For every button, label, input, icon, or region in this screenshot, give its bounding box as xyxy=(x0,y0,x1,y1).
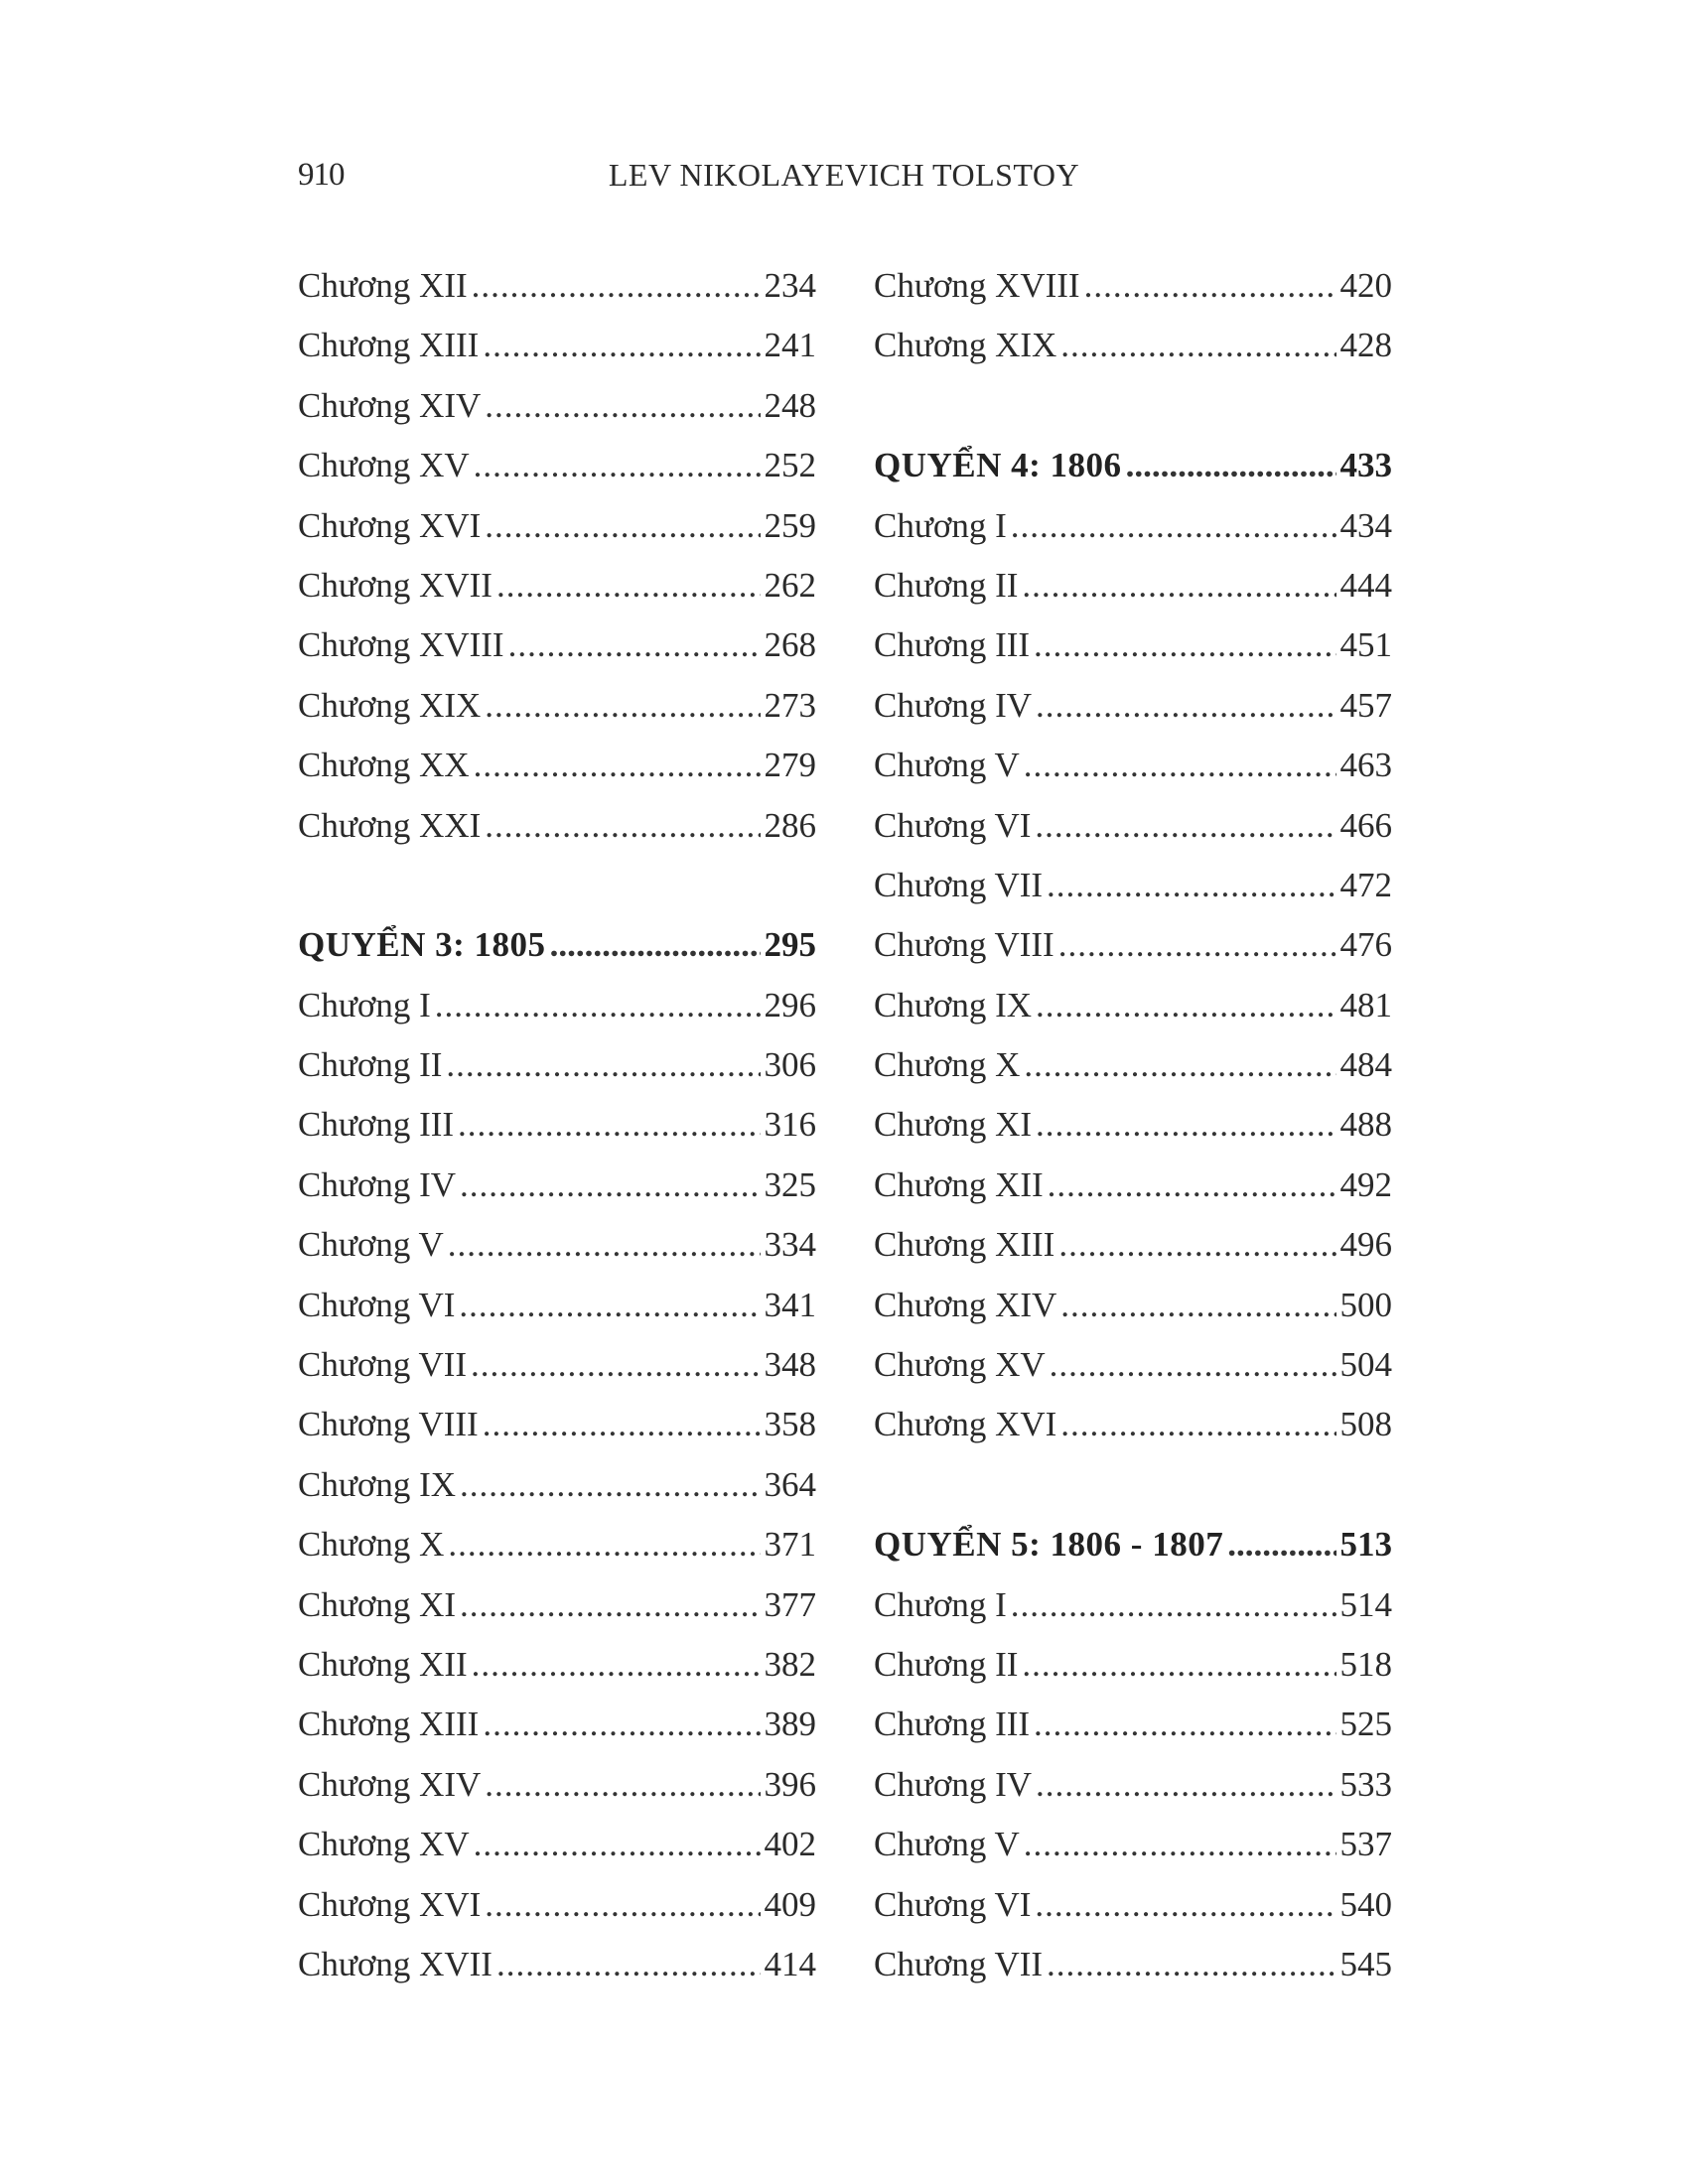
toc-part-heading[interactable] xyxy=(298,915,816,975)
toc-entry-label: Chương IV xyxy=(874,1764,1033,1804)
dot-leader xyxy=(460,1455,760,1515)
toc-entry-label: Chương XX xyxy=(298,746,470,785)
dot-leader xyxy=(1227,1515,1336,1574)
toc-entry-label: Chương XVI xyxy=(298,1884,482,1924)
toc-entry-page-number: 389 xyxy=(764,1705,816,1744)
toc-entry-page-number: 457 xyxy=(1339,685,1392,725)
toc-entry-page-number: 513 xyxy=(1339,1525,1392,1565)
toc-entry-page-number: 466 xyxy=(1339,805,1392,845)
toc-chapter-entry[interactable] xyxy=(874,556,1392,615)
toc-entry-label: Chương VII xyxy=(298,1345,468,1385)
toc-entry-label: Chương XIX xyxy=(874,326,1057,365)
toc-entry-label: Chương VI xyxy=(874,805,1032,845)
toc-chapter-entry[interactable] xyxy=(298,556,816,615)
toc-entry-page-number: 484 xyxy=(1339,1045,1392,1085)
toc-chapter-entry[interactable] xyxy=(874,856,1392,915)
dot-leader xyxy=(1034,615,1336,675)
toc-entry-label: Chương V xyxy=(874,1825,1020,1864)
toc-entry-label: Chương VI xyxy=(298,1285,456,1324)
dot-leader xyxy=(1126,436,1336,495)
toc-part-heading[interactable] xyxy=(874,1515,1392,1574)
toc-entry-label: Chương IX xyxy=(298,1464,457,1504)
dot-leader xyxy=(1048,1156,1336,1215)
toc-column-left xyxy=(298,256,816,1994)
dot-leader xyxy=(1036,976,1336,1035)
toc-entry-page-number: 433 xyxy=(1339,446,1392,485)
toc-entry-page-number: 508 xyxy=(1339,1405,1392,1444)
dot-leader xyxy=(508,615,761,675)
toc-chapter-entry[interactable] xyxy=(874,1575,1392,1635)
dot-leader xyxy=(496,556,761,615)
dot-leader xyxy=(474,1815,761,1874)
toc-chapter-entry[interactable] xyxy=(298,496,816,556)
dot-leader xyxy=(1050,1335,1336,1395)
toc-chapter-entry[interactable] xyxy=(874,1215,1392,1275)
dot-leader xyxy=(483,1395,761,1454)
dot-leader xyxy=(1035,796,1336,856)
toc-entry-page-number: 537 xyxy=(1339,1825,1392,1864)
toc-entry-label: Chương XI xyxy=(874,1105,1033,1145)
toc-entry-page-number: 420 xyxy=(1339,266,1392,305)
toc-entry-label: Chương XIV xyxy=(874,1285,1057,1324)
dot-leader xyxy=(1034,1695,1336,1754)
toc-chapter-entry[interactable] xyxy=(874,976,1392,1035)
toc-entry-label: Chương VI xyxy=(874,1884,1032,1924)
dot-leader xyxy=(485,1755,760,1815)
toc-entry-page-number: 382 xyxy=(764,1644,816,1684)
toc-entry-page-number: 325 xyxy=(764,1164,816,1204)
dot-leader xyxy=(1058,915,1336,975)
toc-chapter-entry[interactable] xyxy=(298,256,816,316)
toc-entry-label: QUYỂN 3: 1805 xyxy=(298,925,546,965)
dot-leader xyxy=(485,496,760,556)
toc-entry-label: Chương I xyxy=(298,985,431,1024)
toc-chapter-entry[interactable] xyxy=(298,1455,816,1515)
toc-entry-label: Chương XVIII xyxy=(874,266,1080,305)
toc-column-right xyxy=(874,256,1392,1994)
toc-entry-label: Chương III xyxy=(874,625,1031,665)
toc-chapter-entry[interactable] xyxy=(298,1515,816,1574)
toc-entry-label: Chương XVI xyxy=(874,1405,1057,1444)
toc-entry-page-number: 451 xyxy=(1339,625,1392,665)
dot-leader xyxy=(1024,1035,1336,1095)
toc-entry-page-number: 476 xyxy=(1339,925,1392,965)
toc-entry-page-number: 377 xyxy=(764,1584,816,1624)
toc-entry-page-number: 525 xyxy=(1339,1705,1392,1744)
toc-chapter-entry[interactable] xyxy=(874,1276,1392,1335)
dot-leader xyxy=(496,1935,761,1994)
toc-chapter-entry[interactable] xyxy=(874,1335,1392,1395)
toc-entry-page-number: 434 xyxy=(1339,505,1392,545)
toc-chapter-entry[interactable] xyxy=(298,1156,816,1215)
toc-entry-label: Chương I xyxy=(874,1584,1007,1624)
dot-leader xyxy=(1084,256,1336,316)
toc-chapter-entry[interactable] xyxy=(874,496,1392,556)
toc-entry-page-number: 348 xyxy=(764,1345,816,1385)
toc-chapter-entry[interactable] xyxy=(298,615,816,675)
dot-leader xyxy=(1011,1575,1336,1635)
dot-leader xyxy=(1035,1875,1336,1935)
toc-entry-page-number: 364 xyxy=(764,1464,816,1504)
toc-entry-label: Chương VII xyxy=(874,865,1044,904)
dot-leader xyxy=(459,1276,760,1335)
toc-entry-label: Chương XIX xyxy=(298,685,482,725)
dot-leader xyxy=(485,1875,760,1935)
toc-entry-page-number: 518 xyxy=(1339,1644,1392,1684)
toc-entry-page-number: 472 xyxy=(1339,865,1392,904)
toc-entry-label: Chương X xyxy=(874,1045,1021,1085)
toc-entry-page-number: 296 xyxy=(764,985,816,1024)
toc-chapter-entry[interactable] xyxy=(298,376,816,436)
dot-leader xyxy=(1024,736,1336,795)
toc-entry-page-number: 481 xyxy=(1339,985,1392,1024)
toc-entry-page-number: 262 xyxy=(764,565,816,605)
toc-entry-label: Chương I xyxy=(874,505,1007,545)
toc-entry-label: Chương XII xyxy=(298,1644,468,1684)
dot-leader xyxy=(448,1215,761,1275)
dot-leader xyxy=(1060,1276,1336,1335)
toc-entry-label: Chương IV xyxy=(874,685,1033,725)
dot-leader xyxy=(472,1635,761,1695)
dot-leader xyxy=(448,1515,760,1574)
toc-entry-page-number: 234 xyxy=(764,266,816,305)
toc-chapter-entry[interactable] xyxy=(298,796,816,856)
toc-entry-page-number: 500 xyxy=(1339,1285,1392,1324)
dot-leader xyxy=(1036,1755,1336,1815)
dot-leader xyxy=(435,976,761,1035)
toc-chapter-entry[interactable] xyxy=(298,1035,816,1095)
toc-entry-page-number: 514 xyxy=(1339,1584,1392,1624)
dot-leader xyxy=(460,1575,760,1635)
toc-entry-page-number: 540 xyxy=(1339,1884,1392,1924)
toc-entry-label: Chương III xyxy=(298,1105,455,1145)
toc-entry-label: Chương XII xyxy=(874,1164,1044,1204)
toc-chapter-entry[interactable] xyxy=(298,1335,816,1395)
dot-leader xyxy=(485,376,760,436)
dot-leader xyxy=(485,796,760,856)
toc-spacer xyxy=(298,856,816,915)
toc-chapter-entry[interactable] xyxy=(298,1395,816,1454)
toc-chapter-entry[interactable] xyxy=(874,1875,1392,1935)
running-title: LEV NIKOLAYEVICH TOLSTOY xyxy=(608,157,1080,193)
dot-leader xyxy=(471,1335,760,1395)
toc-entry-page-number: 402 xyxy=(764,1825,816,1864)
toc-chapter-entry[interactable] xyxy=(298,1095,816,1155)
toc-entry-label: Chương II xyxy=(298,1045,443,1085)
dot-leader xyxy=(458,1095,760,1155)
toc-entry-page-number: 444 xyxy=(1339,565,1392,605)
toc-chapter-entry[interactable] xyxy=(298,676,816,736)
dot-leader xyxy=(1047,1935,1336,1994)
toc-entry-label: Chương II xyxy=(874,565,1019,605)
toc-entry-page-number: 428 xyxy=(1339,326,1392,365)
toc-entry-label: Chương XVIII xyxy=(298,625,504,665)
dot-leader xyxy=(1060,1395,1336,1454)
toc-chapter-entry[interactable] xyxy=(874,915,1392,975)
toc-entry-label: Chương XIV xyxy=(298,385,482,425)
toc-spacer xyxy=(874,376,1392,436)
toc-entry-page-number: 306 xyxy=(764,1045,816,1085)
toc-entry-page-number: 496 xyxy=(1339,1225,1392,1265)
toc-entry-page-number: 504 xyxy=(1339,1345,1392,1385)
toc-entry-page-number: 492 xyxy=(1339,1164,1392,1204)
toc-chapter-entry[interactable] xyxy=(874,1156,1392,1215)
toc-chapter-entry[interactable] xyxy=(298,1875,816,1935)
toc-entry-page-number: 414 xyxy=(764,1944,816,1983)
toc-chapter-entry[interactable] xyxy=(298,1276,816,1335)
toc-entry-page-number: 252 xyxy=(764,446,816,485)
toc-chapter-entry[interactable] xyxy=(874,615,1392,675)
toc-entry-label: Chương V xyxy=(298,1225,444,1265)
toc-entry-label: Chương XVII xyxy=(298,565,492,605)
toc-chapter-entry[interactable] xyxy=(874,1935,1392,1994)
toc-entry-label: Chương XXI xyxy=(298,805,482,845)
toc-entry-label: Chương XII xyxy=(298,266,468,305)
toc-entry-label: Chương IX xyxy=(874,985,1033,1024)
toc-chapter-entry[interactable] xyxy=(874,1395,1392,1454)
toc-entry-label: Chương XV xyxy=(298,446,470,485)
toc-entry-label: Chương V xyxy=(874,746,1020,785)
toc-entry-label: Chương XV xyxy=(298,1825,470,1864)
toc-chapter-entry[interactable] xyxy=(298,1575,816,1635)
toc-entry-label: Chương XVII xyxy=(298,1944,492,1983)
toc-entry-page-number: 279 xyxy=(764,746,816,785)
toc-chapter-entry[interactable] xyxy=(874,1695,1392,1754)
toc-entry-label: QUYỂN 5: 1806 - 1807 xyxy=(874,1525,1224,1565)
toc-chapter-entry[interactable] xyxy=(298,436,816,495)
dot-leader xyxy=(474,436,761,495)
toc-entry-page-number: 358 xyxy=(764,1405,816,1444)
dot-leader xyxy=(1047,856,1336,915)
toc-entry-page-number: 488 xyxy=(1339,1105,1392,1145)
toc-entry-page-number: 341 xyxy=(764,1285,816,1324)
toc-entry-page-number: 268 xyxy=(764,625,816,665)
dot-leader xyxy=(446,1035,760,1095)
toc-entry-page-number: 295 xyxy=(764,925,816,965)
dot-leader xyxy=(474,736,761,795)
toc-chapter-entry[interactable] xyxy=(298,1695,816,1754)
dot-leader xyxy=(550,915,761,975)
dot-leader xyxy=(1024,1815,1336,1874)
toc-chapter-entry[interactable] xyxy=(874,676,1392,736)
toc-entry-page-number: 259 xyxy=(764,505,816,545)
toc-entry-label: Chương III xyxy=(874,1705,1031,1744)
toc-entry-label: Chương XIII xyxy=(874,1225,1055,1265)
toc-chapter-entry[interactable] xyxy=(298,976,816,1035)
toc-entry-label: Chương VIII xyxy=(298,1405,479,1444)
dot-leader xyxy=(1036,1095,1336,1155)
toc-entry-label: Chương IV xyxy=(298,1164,457,1204)
toc-chapter-entry[interactable] xyxy=(874,256,1392,316)
toc-entry-page-number: 545 xyxy=(1339,1944,1392,1983)
toc-entry-page-number: 396 xyxy=(764,1764,816,1804)
toc-entry-page-number: 463 xyxy=(1339,746,1392,785)
toc-chapter-entry[interactable] xyxy=(298,1815,816,1874)
toc-entry-page-number: 273 xyxy=(764,685,816,725)
toc-chapter-entry[interactable] xyxy=(298,316,816,375)
dot-leader xyxy=(483,316,760,375)
dot-leader xyxy=(1058,1215,1336,1275)
dot-leader xyxy=(1036,676,1336,736)
toc-entry-page-number: 286 xyxy=(764,805,816,845)
toc-entry-label: Chương XIII xyxy=(298,326,480,365)
toc-entry-page-number: 334 xyxy=(764,1225,816,1265)
page-number: 910 xyxy=(298,157,345,193)
toc-entry-label: Chương VII xyxy=(874,1944,1044,1983)
toc-chapter-entry[interactable] xyxy=(298,1755,816,1815)
dot-leader xyxy=(483,1695,760,1754)
toc-chapter-entry[interactable] xyxy=(298,1215,816,1275)
dot-leader xyxy=(460,1156,760,1215)
toc-entry-label: QUYỂN 4: 1806 xyxy=(874,446,1122,485)
toc-entry-label: Chương II xyxy=(874,1644,1019,1684)
toc-entry-label: Chương X xyxy=(298,1525,445,1565)
toc-chapter-entry[interactable] xyxy=(874,1635,1392,1695)
dot-leader xyxy=(1011,496,1336,556)
page-header xyxy=(298,157,1390,205)
toc-chapter-entry[interactable] xyxy=(874,1755,1392,1815)
toc-entry-page-number: 409 xyxy=(764,1884,816,1924)
dot-leader xyxy=(472,256,761,316)
toc-entry-label: Chương XVI xyxy=(298,505,482,545)
toc-entry-label: Chương XI xyxy=(298,1584,457,1624)
dot-leader xyxy=(1022,1635,1336,1695)
toc-chapter-entry[interactable] xyxy=(874,316,1392,375)
toc-entry-label: Chương XIII xyxy=(298,1705,480,1744)
toc-part-heading[interactable] xyxy=(874,436,1392,495)
toc-chapter-entry[interactable] xyxy=(874,1815,1392,1874)
toc-entry-page-number: 533 xyxy=(1339,1764,1392,1804)
toc-entry-label: Chương XV xyxy=(874,1345,1046,1385)
dot-leader xyxy=(1060,316,1336,375)
dot-leader xyxy=(485,676,760,736)
toc-chapter-entry[interactable] xyxy=(874,796,1392,856)
toc-chapter-entry[interactable] xyxy=(874,1095,1392,1155)
dot-leader xyxy=(1022,556,1336,615)
toc-spacer xyxy=(874,1455,1392,1515)
toc-entry-page-number: 371 xyxy=(764,1525,816,1565)
toc-entry-label: Chương VIII xyxy=(874,925,1055,965)
toc-chapter-entry[interactable] xyxy=(298,736,816,795)
toc-entry-page-number: 316 xyxy=(764,1105,816,1145)
toc-chapter-entry[interactable] xyxy=(874,1035,1392,1095)
toc-chapter-entry[interactable] xyxy=(874,736,1392,795)
toc-entry-label: Chương XIV xyxy=(298,1764,482,1804)
toc-chapter-entry[interactable] xyxy=(298,1635,816,1695)
toc-chapter-entry[interactable] xyxy=(298,1935,816,1994)
toc-entry-page-number: 241 xyxy=(764,326,816,365)
toc-entry-page-number: 248 xyxy=(764,385,816,425)
